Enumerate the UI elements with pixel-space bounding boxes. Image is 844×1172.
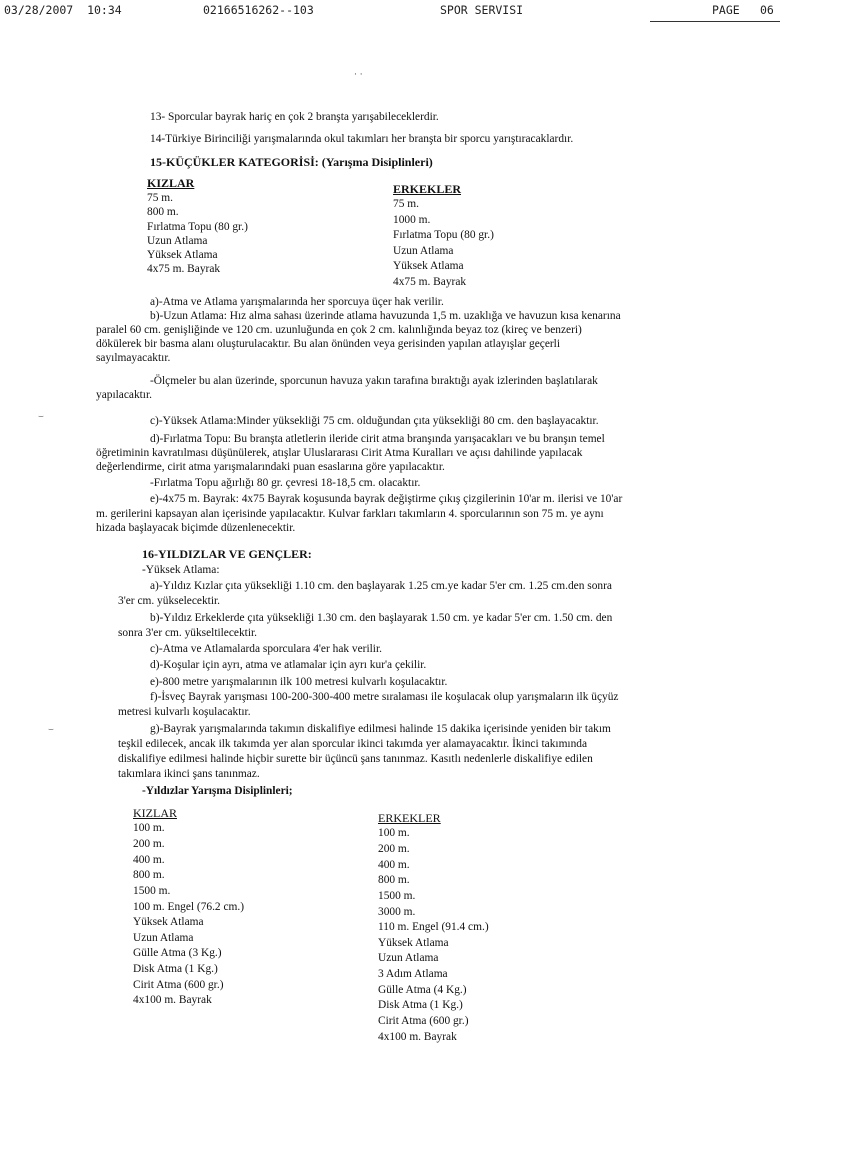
list-item: Uzun Atlama [378, 952, 439, 965]
rule-b-line3: dökülerek bir basma alanı oluşturulacaktır. Bu alan önünden veya gerisinden yapılan atlayışlar geçerli [96, 338, 561, 350]
list-item: 800 m. [133, 869, 165, 882]
list-item: Gülle Atma (3 Kg.) [133, 947, 222, 960]
yildizlar-disiplinleri-title: -Yıldızlar Yarışma Disiplinleri; [142, 785, 293, 797]
list-item: Yüksek Atlama [147, 249, 218, 261]
list-item: 100 m. Engel (76.2 cm.) [133, 900, 245, 913]
rule-e-line1: e)-4x75 m. Bayrak: 4x75 Bayrak koşusunda bayrak değiştirme çıkış çizgilerinin 10'ar m. ilerisi ve 10'ar [150, 493, 623, 505]
list-item: Fırlatma Topu (80 gr.) [147, 220, 248, 233]
rule-olcme-line2: yapılacaktır. [96, 389, 152, 401]
list-item: Uzun Atlama [147, 234, 208, 247]
yildizlar-boys-heading: ERKEKLER [378, 811, 441, 825]
list-item: Gülle Atma (4 Kg.) [378, 983, 467, 996]
rule-16g-line4: takımlara ikinci şans tanınmaz. [118, 768, 260, 780]
list-item: 1000 m. [393, 213, 431, 226]
fax-page-number: 06 [760, 3, 774, 17]
rule-olcme-line1: -Ölçmeler bu alan üzerinde, sporcunun havuza yakın tarafına bıraktığı ayak izlerinden başlatılarak [150, 375, 598, 387]
rule-16a-line1: a)-Yıldız Kızlar çıta yüksekliği 1.10 cm. den başlayarak 1.25 cm.ye kadar 5'er cm. 1.25 cm.den sonra [150, 580, 612, 592]
list-item: 4x100 m. Bayrak [133, 994, 212, 1007]
rule-d-line4: -Fırlatma Topu ağırlığı 80 gr. çevresi 18-18,5 cm. olacaktır. [150, 477, 421, 489]
section-15-heading: 15-KÜÇÜKLER KATEGORİSİ: (Yarışma Disiplinleri) [150, 155, 433, 169]
list-item: 400 m. [378, 858, 410, 871]
list-item: Yüksek Atlama [393, 260, 464, 273]
rule-16f-line1: f)-İsveç Bayrak yarışması 100-200-300-400 metre sıralaması ile koşulacak olup yarışmaların ilk üçyüz [150, 691, 619, 703]
kucukler-girls-heading: KIZLAR [147, 176, 195, 190]
yildizlar-girls-list [133, 805, 244, 1009]
rule-14: 14-Türkiye Birinciliği yarışmalarında okul takımları her branşta bir sporcu yarıştıracaklardır. [150, 133, 574, 145]
section-16-heading: 16-YILDIZLAR VE GENÇLER: [142, 547, 312, 561]
list-item: 4x75 m. Bayrak [393, 275, 467, 288]
rule-16d: d)-Koşular için ayrı, atma ve atlamalar için ayrı kur'a çekilir. [150, 659, 427, 671]
kucukler-boys-heading: ERKEKLER [393, 182, 462, 196]
yuksek-atlama-title: -Yüksek Atlama: [142, 564, 220, 576]
list-item: 400 m. [133, 853, 165, 866]
list-item: Cirit Atma (600 gr.) [133, 978, 224, 991]
rule-16g-line1: g)-Bayrak yarışmalarında takımın diskalifiye edilmesi halinde 15 dakika içerisinde yeniden bir takım [150, 723, 611, 735]
rule-d-line1: d)-Fırlatma Topu: Bu branşta atletlerin ileride cirit atma branşında yarışacakları ve bu branşın temel [150, 433, 605, 445]
rule-b-line2: paralel 60 cm. genişliğinde ve 120 cm. uzunluğunda en çok 2 cm. kalınlığında beyaz toz (kireç ve benzeri) [96, 324, 582, 336]
list-item: 800 m. [378, 874, 410, 887]
yildizlar-boys-list [378, 810, 489, 1045]
list-item: Yüksek Atlama [378, 936, 449, 949]
list-item: 4x100 m. Bayrak [378, 1030, 457, 1043]
rule-e-line3: hizada başlayacak biçimde düzenlenecektir. [96, 522, 296, 534]
rule-16c: c)-Atma ve Atlamalarda sporculara 4'er hak verilir. [150, 643, 382, 655]
scan-speck: · · [354, 70, 363, 80]
list-item: Uzun Atlama [393, 244, 454, 257]
list-item: 100 m. [378, 827, 410, 840]
kucukler-girls-list [147, 176, 248, 277]
rule-b-line4: sayılmayacaktır. [96, 352, 171, 364]
rule-b-line1: b)-Uzun Atlama: Hız alma sahası üzerinde atlama havuzunda 1,5 m. uzaklığa ve havuzun kısa kenarına [150, 310, 621, 322]
list-item: 1500 m. [378, 889, 416, 902]
fax-sender: SPOR SERVISI [440, 3, 524, 17]
list-item: 3 Adım Atlama [378, 968, 448, 981]
rule-16e: e)-800 metre yarışmalarının ilk 100 metresi kulvarlı koşulacaktır. [150, 676, 448, 688]
list-item: 3000 m. [378, 905, 416, 918]
list-item: Uzun Atlama [133, 931, 194, 944]
list-item: 200 m. [133, 838, 165, 851]
list-item: 1500 m. [133, 884, 171, 897]
rule-d-line3: değerlendirme, cirit atma yarışmalarındaki puan esaslarına göre yapılacaktır. [96, 461, 445, 473]
rule-e-line2: m. gerilerini kapsayan alan içerisinde yapılacaktır. Kulvar farkları takımların 4. sporcularının son 75 m. ye aynı [96, 508, 604, 520]
rule-a: a)-Atma ve Atlama yarışmalarında her sporcuya üçer hak verilir. [150, 296, 444, 308]
fax-phone: 02166516262--103 [203, 3, 314, 17]
list-item: 200 m. [378, 843, 410, 856]
fax-date-time: 03/28/2007 10:34 [4, 3, 122, 17]
list-item: Fırlatma Topu (80 gr.) [393, 229, 494, 242]
list-item: 800 m. [147, 206, 179, 219]
rule-d-line2: öğretiminin kavratılması düşünülerek, atışlar Uluslararası Cirit Atma Kuralları ve açısı dahilinde yapılacak [96, 447, 583, 459]
rule-16b-line2: sonra 3'er cm. yükseltilecektir. [118, 627, 258, 639]
list-item: 100 m. [133, 822, 165, 835]
fax-page-label: PAGE [712, 3, 740, 17]
margin-mark: ⌣ [48, 725, 54, 735]
kucukler-boys-list [393, 181, 494, 290]
list-item: 4x75 m. Bayrak [147, 263, 221, 276]
list-item: Disk Atma (1 Kg.) [378, 999, 463, 1012]
margin-mark: ⌣ [38, 412, 44, 422]
list-item: Yüksek Atlama [133, 916, 204, 929]
rule-16a-line2: 3'er cm. yükselecektir. [118, 595, 220, 607]
rule-13: 13- Sporcular bayrak hariç en çok 2 branşta yarışabileceklerdir. [150, 111, 439, 123]
list-item: Cirit Atma (600 gr.) [378, 1014, 469, 1027]
rule-16g-line2: teşkil edilecek, ancak ilk takımda yer alan sporcular ikinci takımda yer alamayacaktır. İkinci takımında [118, 738, 588, 750]
rule-16b-line1: b)-Yıldız Erkeklerde çıta yüksekliği 1.30 cm. den başlayarak 1.50 cm. ye kadar 5'er cm. 1.50 cm. den [150, 612, 613, 624]
list-item: 75 m. [147, 192, 173, 204]
yildizlar-girls-heading: KIZLAR [133, 806, 177, 820]
list-item: 75 m. [393, 198, 419, 211]
rule-16f-line2: metresi kulvarlı koşulacaktır. [118, 706, 251, 718]
list-item: 110 m. Engel (91.4 cm.) [378, 921, 489, 934]
list-item: Disk Atma (1 Kg.) [133, 963, 218, 976]
rule-c: c)-Yüksek Atlama:Minder yüksekliği 75 cm. olduğundan çıta yüksekliği 80 cm. den başlayacaktır. [150, 415, 599, 427]
rule-16g-line3: diskalifiye edilmesi halinde hiçbir surette bir üçüncü şans tanınmaz. Kasıtlı nedenlerle diskalifiye edilen [118, 753, 593, 765]
